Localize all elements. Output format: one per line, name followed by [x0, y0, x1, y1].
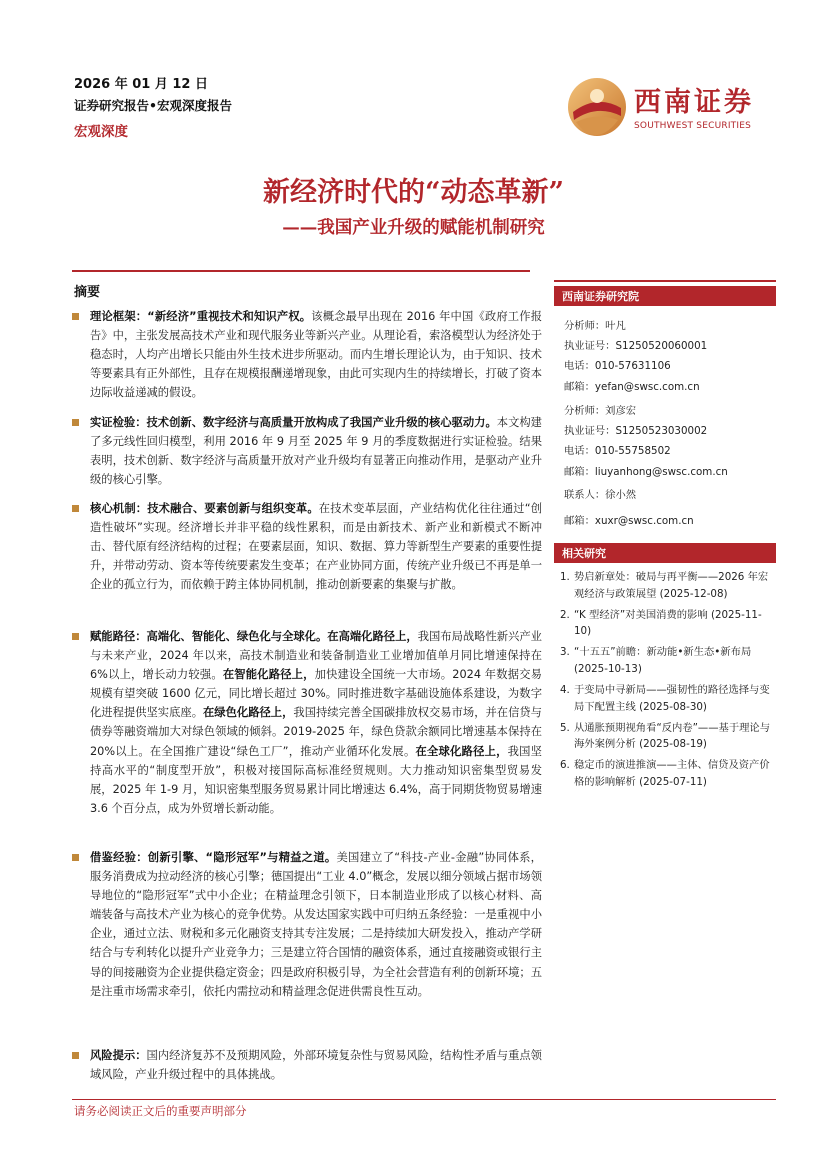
related-item-number: 5. [560, 721, 570, 734]
analyst-block [564, 401, 776, 482]
square-bullet-icon [72, 633, 79, 640]
report-type: 证券研究报告•宏观深度报告 [74, 98, 232, 113]
page-title: 新经济时代的“动态革新” [262, 177, 565, 208]
related-item-title: 于变局中寻新局——强韧性的路径选择与变局下配置主线 [574, 684, 770, 713]
related-item-title: “K 型经济”对美国消费的影响 [574, 608, 708, 621]
abstract-heading: 摘要 [74, 285, 101, 300]
logo-emblem-icon [566, 76, 628, 138]
abstract-paragraph [72, 307, 542, 402]
analyst-email[interactable]: 邮箱：liuyanhong@swsc.com.cn [564, 465, 728, 478]
path-highlight: 在智能化路径上， [222, 668, 315, 682]
footer-disclaimer: 请务必阅读正文后的重要声明部分 [74, 1104, 247, 1118]
analyst-phone: 电话：010-55758502 [564, 445, 671, 458]
paragraph-body: 在技术变革层面，产业结构优化往往通过“创造性破坏”实现。经济增长并非平稳的线性累积，而是由新技术、新产业和新模式不断冲击、替代原有经济结构的过程；在要素层面，知识、数据、算力等新型生产要素的重要性提升，并带动劳动、资本等传统要素发生变革；在产业协同方面，传统产业升级已不再是单一企业的孤立行为，而依赖于跨主体协同机制，推动创新要素的集聚与扩散。 [90, 502, 542, 592]
abstract-paragraph [72, 848, 542, 1001]
related-item-number: 1. [560, 571, 570, 583]
related-item[interactable] [560, 644, 778, 677]
related-item-number: 3. [560, 646, 570, 659]
related-item-date: (2025-10-13) [574, 662, 642, 675]
path-text: 加快建设全国统一大市场。2024 年数据交易规模有望突破 1600 亿元，同比增长超过 30%。同时推进数字基础设施体系建设，为数字化进程提供坚实底座。 [90, 668, 542, 720]
related-item-title: 从通胀预期视角看“反内卷”——基于理论与海外案例分析 [574, 721, 771, 751]
paragraph-lead: 理论框架：“新经济”重视技术和知识产权。 [90, 310, 312, 323]
analyst-cert: 执业证号：S1250523030002 [564, 425, 708, 438]
related-item[interactable] [560, 757, 778, 790]
related-item-date: (2025-08-30) [639, 700, 707, 713]
abstract-paragraph [72, 413, 542, 489]
analyst-block [564, 316, 776, 397]
sidebar-divider [554, 280, 776, 282]
logo-name-cn: 西南证券 [634, 87, 754, 118]
analyst-phone: 电话：010-57631106 [564, 360, 671, 373]
path-highlight: 在绿色化路径上， [203, 706, 294, 720]
analyst-cert: 执业证号：S1250520060001 [564, 340, 708, 353]
institute-label: 西南证券研究院 [562, 290, 639, 303]
related-item[interactable] [560, 720, 778, 753]
report-date: 2026 年 01 月 12 日 [74, 77, 208, 92]
paragraph-body: 该概念最早出现在 2016 年中国《政府工作报告》中，主张发展高技术产业和现代服务业等新兴产业。从理论看，索洛模型认为经济处于稳态时，人均产出增长只能由外生技术进步所驱动。而内生增长理论认为，由于知识、技术等要素具有正外部性，且存在规模报酬递增现象，由此可实现内生的持续增长，打破了资本边际收益递减的假设。 [90, 310, 542, 400]
abstract-paragraph [72, 627, 542, 818]
square-bullet-icon [72, 505, 79, 512]
analyst-email[interactable]: 邮箱：yefan@swsc.com.cn [564, 380, 700, 393]
related-item-date: (2025-07-11) [639, 776, 707, 789]
abstract-paragraph [72, 1046, 542, 1084]
related-item[interactable] [560, 682, 778, 715]
related-item-date: (2025-12-08) [659, 587, 728, 600]
related-research-label: 相关研究 [562, 547, 606, 560]
path-text: 我国持续完善全国碳排放权交易市场，并在信贷与债券等融资端加大对绿色领域的倾斜。2019-2025 年，绿色贷款余额同比增速基本保持在 20%以上。在全国推广建设“绿色工厂”，推动产业循环化发展。 [90, 706, 542, 758]
abstract-paragraph [72, 499, 542, 594]
paragraph-body: 国内经济复苏不及预期风险，外部环境复杂性与贸易风险，结构性矛盾与重点领域风险，产业升级过程中的具体挑战。 [90, 1049, 542, 1082]
related-item-date: (2025-11-10) [574, 608, 762, 638]
analyst-name: 分析师：叶凡 [564, 320, 626, 332]
related-item-date: (2025-08-19) [639, 738, 707, 751]
contact-name: 联系人：徐小然 [564, 489, 637, 501]
related-item-number: 2. [560, 608, 570, 621]
related-research-bar [554, 543, 776, 563]
related-item-title: 稳定币的演进推演——主体、信贷及资产价格的影响解析 [574, 759, 770, 789]
paragraph-body: 本文构建了多元线性回归模型，利用 2016 年 9 月至 2025 年 9 月的季度数据进行实证检验。结果表明，技术创新、数字经济与高质量开放对产业升级均有显著正向推动作用，是驱动产业升级的核心引擎。 [90, 416, 542, 487]
related-item-number: 6. [560, 759, 570, 772]
path-highlight: 在全球化路径上， [415, 744, 508, 758]
related-item-title: 势启新章处：破局与再平衡——2026 年宏观经济与政策展望 [574, 571, 769, 600]
path-text: 我国布局战略性新兴产业与未来产业，2024 年以来，高技术制造业和装备制造业工业增加值单月同比增速保持在 6%以上，增长动力较强。 [90, 630, 542, 682]
analyst-name: 分析师：刘彦宏 [564, 405, 637, 417]
company-logo [566, 76, 766, 138]
related-item-title: “十五五”前瞻：新动能•新生态•新布局 [574, 646, 752, 659]
contact-email[interactable]: 邮箱：xuxr@swsc.com.cn [564, 515, 694, 528]
path-text: 我国坚持高水平的“制度型开放”，积极对接国际高标准经贸规则。大力推动知识密集型贸易发展，2025 年 1-9 月，知识密集型服务贸易累计同比增速达 6.4%，高于同期货物贸易增速 3.6 个百分点，成为外贸增长新动能。 [90, 744, 542, 815]
paragraph-lead: 风险提示： [90, 1049, 147, 1062]
square-bullet-icon [72, 419, 79, 426]
path-highlight: 在高端化路径上， [327, 630, 418, 643]
contact-block [564, 485, 776, 531]
logo-name-en: SOUTHWEST SECURITIES [634, 121, 752, 131]
square-bullet-icon [72, 854, 79, 861]
square-bullet-icon [72, 1052, 79, 1059]
report-category: 宏观深度 [74, 124, 128, 140]
paragraph-lead: 核心机制：技术融合、要素创新与组织变革。 [90, 502, 319, 515]
institute-bar [554, 286, 776, 306]
page-subtitle: ——我国产业升级的赋能机制研究 [282, 218, 545, 238]
title-divider [72, 270, 530, 272]
related-item[interactable] [560, 607, 778, 640]
paragraph-lead: 实证检验：技术创新、数字经济与高质量开放构成了我国产业升级的核心驱动力。 [90, 416, 497, 429]
square-bullet-icon [72, 313, 79, 320]
related-item-number: 4. [560, 684, 570, 697]
footer-divider [72, 1099, 776, 1100]
related-item[interactable] [560, 569, 778, 602]
paragraph-lead: 借鉴经验：创新引擎、“隐形冠军”与精益之道。 [90, 851, 337, 864]
related-research-list [560, 569, 778, 795]
paragraph-lead: 赋能路径：高端化、智能化、绿色化与全球化。 [90, 630, 328, 643]
paragraph-body: 美国建立了“科技-产业-金融”协同体系，服务消费成为拉动经济的核心引擎；德国提出“工业 4.0”概念，发展以细分领域占据市场领导地位的“隐形冠军”式中小企业；在精益理念引领下，日本制造业形成了以核心材料、高端装备与高技术产业为核心的竞争优势。从发达国家实践中可归纳五条经验：一是重视中小企业，通过立法、财税和多元化融资支持其专注发展；二是持续加大研发投入，推动产学研结合与专利转化以提升产业竞争力；三是建立符合国情的融资体系，通过直接融资或银行主导的间接融资为企业提供稳定资金；四是政府积极引导，为全社会营造有利的创新环境；五是注重市场需求牵引，依托内需拉动和精益理念促进供需良性互动。 [90, 851, 542, 998]
